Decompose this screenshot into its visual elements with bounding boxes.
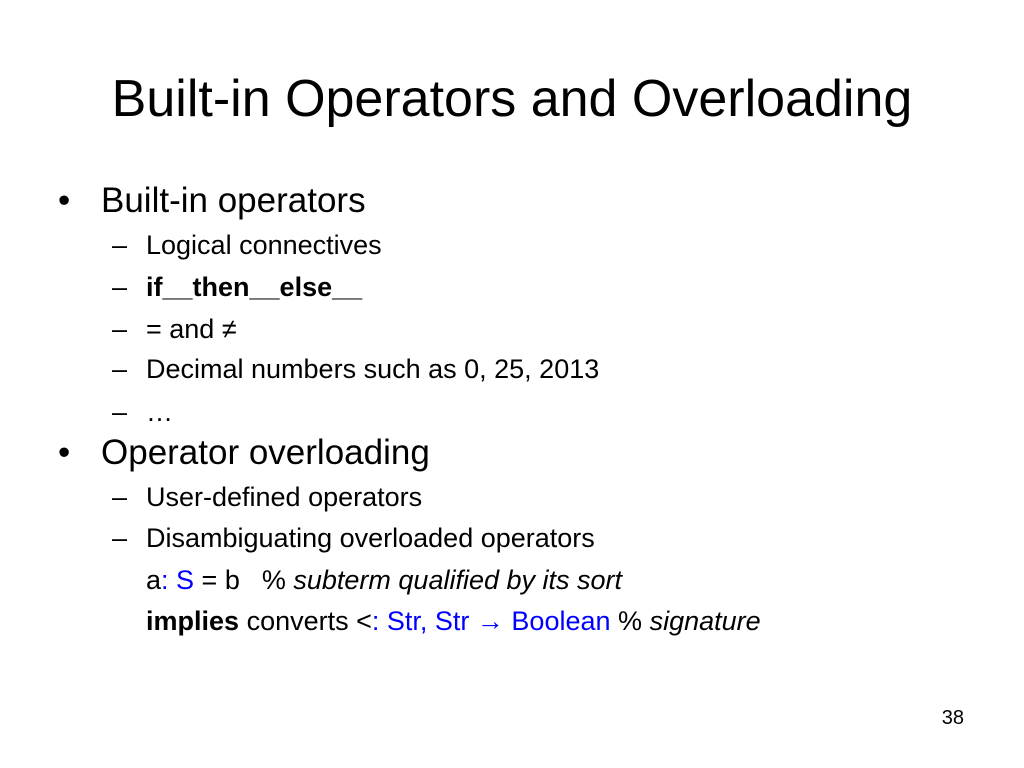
sub-item-text: Logical connectives	[146, 230, 382, 260]
dash-glyph: –	[112, 354, 128, 384]
sub-item-text: Disambiguating overloaded operators	[146, 523, 595, 553]
dash-glyph: –	[112, 230, 128, 260]
code-line-signature	[146, 605, 761, 637]
sub-item-text: User-defined operators	[146, 482, 423, 512]
dash-glyph: –	[112, 482, 128, 512]
sub-item-text: …	[146, 397, 173, 427]
code-sort-qualifier: : S	[161, 565, 195, 595]
code-eq-b: = b	[194, 565, 240, 595]
code-lt: <	[356, 606, 372, 636]
code-comment-marker: %	[261, 565, 286, 595]
code-keyword-implies: implies	[146, 606, 240, 636]
bullet-text: Built-in operators	[101, 181, 366, 220]
dash-glyph: –	[112, 314, 128, 344]
code-comment: signature	[649, 606, 761, 636]
code-keyword-converts: converts	[246, 606, 349, 636]
code-line-sort-qualified	[146, 564, 622, 596]
sub-item-text: Decimal numbers such as 0, 25, 2013	[146, 354, 600, 384]
bullet-text: Operator overloading	[101, 433, 430, 472]
code-comment-marker: %	[618, 606, 643, 636]
code-comment: subterm qualified by its sort	[293, 565, 623, 595]
code-term-a: a	[146, 565, 162, 595]
code-signature: : Str, Str → Boolean	[371, 606, 611, 636]
slide-title: Built-in Operators and Overloading	[111, 70, 913, 128]
bullet-glyph: •	[58, 181, 71, 220]
dash-glyph: –	[112, 523, 128, 553]
dash-glyph: –	[112, 272, 128, 302]
sub-item-text: = and ≠	[146, 314, 237, 344]
bullet-glyph: •	[58, 433, 71, 472]
slide-number: 38	[941, 707, 964, 729]
sub-item-text: if__then__else__	[146, 272, 363, 302]
dash-glyph: –	[112, 397, 128, 427]
